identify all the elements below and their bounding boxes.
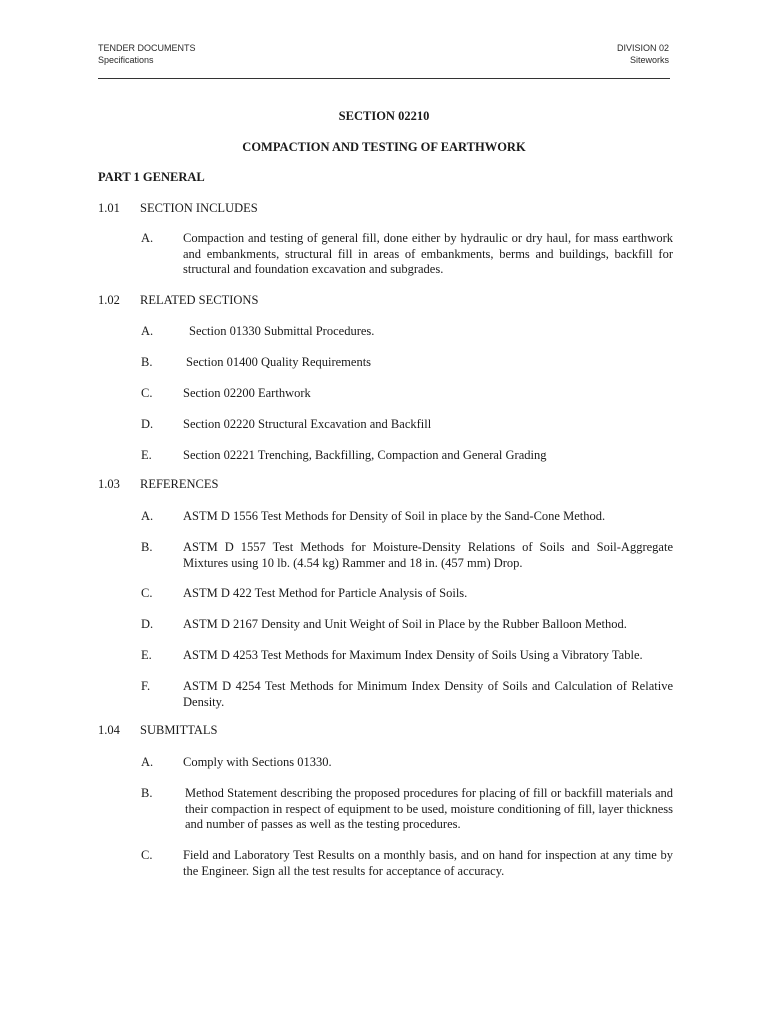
- item-text: ASTM D 4253 Test Methods for Maximum Index Density of Soils Using a Vibratory Table.: [183, 648, 643, 662]
- header-right: [617, 42, 669, 66]
- article-title: SUBMITTALS: [140, 723, 218, 737]
- item-letter: C.: [141, 386, 153, 400]
- item-text: Section 02221 Trenching, Backfilling, Compaction and General Grading: [183, 448, 547, 462]
- item-letter: A.: [141, 509, 154, 523]
- item-letter: C.: [141, 848, 153, 862]
- item-letter: B.: [141, 355, 153, 369]
- item-letter: A.: [141, 231, 154, 245]
- header-division: DIVISION 02: [616, 43, 669, 53]
- item-text: Section 02220 Structural Excavation and Backfill: [183, 417, 432, 431]
- item-letter: B.: [141, 540, 153, 554]
- item-text: Compaction and testing of general fill, done either by hydraulic or dry haul, for mass earthwork and embankments, structural fill in areas of embankments, berms and buildings, backfill for structural and foundation excavation and subgrades.: [183, 231, 673, 276]
- item-text: Section 01400 Quality Requirements: [186, 355, 372, 369]
- item-text: ASTM D 2167 Density and Unit Weight of Soil in Place by the Rubber Balloon Method.: [183, 617, 627, 631]
- article-title: SECTION INCLUDES: [140, 201, 258, 215]
- part-heading: PART 1 GENERAL: [98, 170, 205, 184]
- item-letter: B.: [141, 786, 153, 800]
- item-text: ASTM D 422 Test Method for Particle Analysis of Soils.: [183, 586, 468, 600]
- item-letter: D.: [141, 417, 154, 431]
- item-letter: E.: [141, 448, 152, 462]
- item-text: Field and Laboratory Test Results on a monthly basis, and on hand for inspection at any time by the Engineer. Sign all the test results for acceptance of accuracy.: [183, 848, 673, 878]
- item-text: Method Statement describing the proposed procedures for placing of fill or backfill materials and their compaction in respect of equipment to be used, moisture conditioning of fill, layer thickness and number of passes as well as the testing procedures.: [185, 786, 673, 831]
- item-letter: A.: [141, 755, 154, 769]
- item-letter: F.: [141, 679, 151, 693]
- section-title: COMPACTION AND TESTING OF EARTHWORK: [242, 140, 526, 154]
- item-letter: E.: [141, 648, 152, 662]
- item-text: Comply with Sections 01330.: [183, 755, 332, 769]
- item-text: ASTM D 4254 Test Methods for Minimum Index Density of Soils and Calculation of Relative Density.: [183, 679, 673, 709]
- article-number: 1.01: [98, 201, 120, 215]
- header-siteworks: Siteworks: [629, 55, 669, 65]
- header-rule: [98, 78, 670, 79]
- item-letter: A.: [141, 324, 154, 338]
- header-tender-documents: TENDER DOCUMENTS: [98, 43, 196, 53]
- article-title: RELATED SECTIONS: [140, 293, 259, 307]
- article-title: REFERENCES: [140, 477, 219, 491]
- header-specifications: Specifications: [98, 55, 154, 65]
- item-text: Section 01330 Submittal Procedures.: [189, 324, 375, 338]
- section-number: SECTION 02210: [338, 109, 430, 123]
- header-left: [98, 42, 196, 66]
- article-number: 1.02: [98, 293, 120, 307]
- article-number: 1.04: [98, 723, 120, 737]
- item-letter: C.: [141, 586, 153, 600]
- article-number: 1.03: [98, 477, 120, 491]
- item-text: Section 02200 Earthwork: [183, 386, 311, 400]
- item-text: ASTM D 1557 Test Methods for Moisture-Density Relations of Soils and Soil-Aggregate Mixtures using 10 lb. (4.54 kg) Rammer and 18 in. (457 mm) Drop.: [183, 540, 673, 570]
- item-letter: D.: [141, 617, 154, 631]
- item-text: ASTM D 1556 Test Methods for Density of Soil in place by the Sand-Cone Method.: [183, 509, 606, 523]
